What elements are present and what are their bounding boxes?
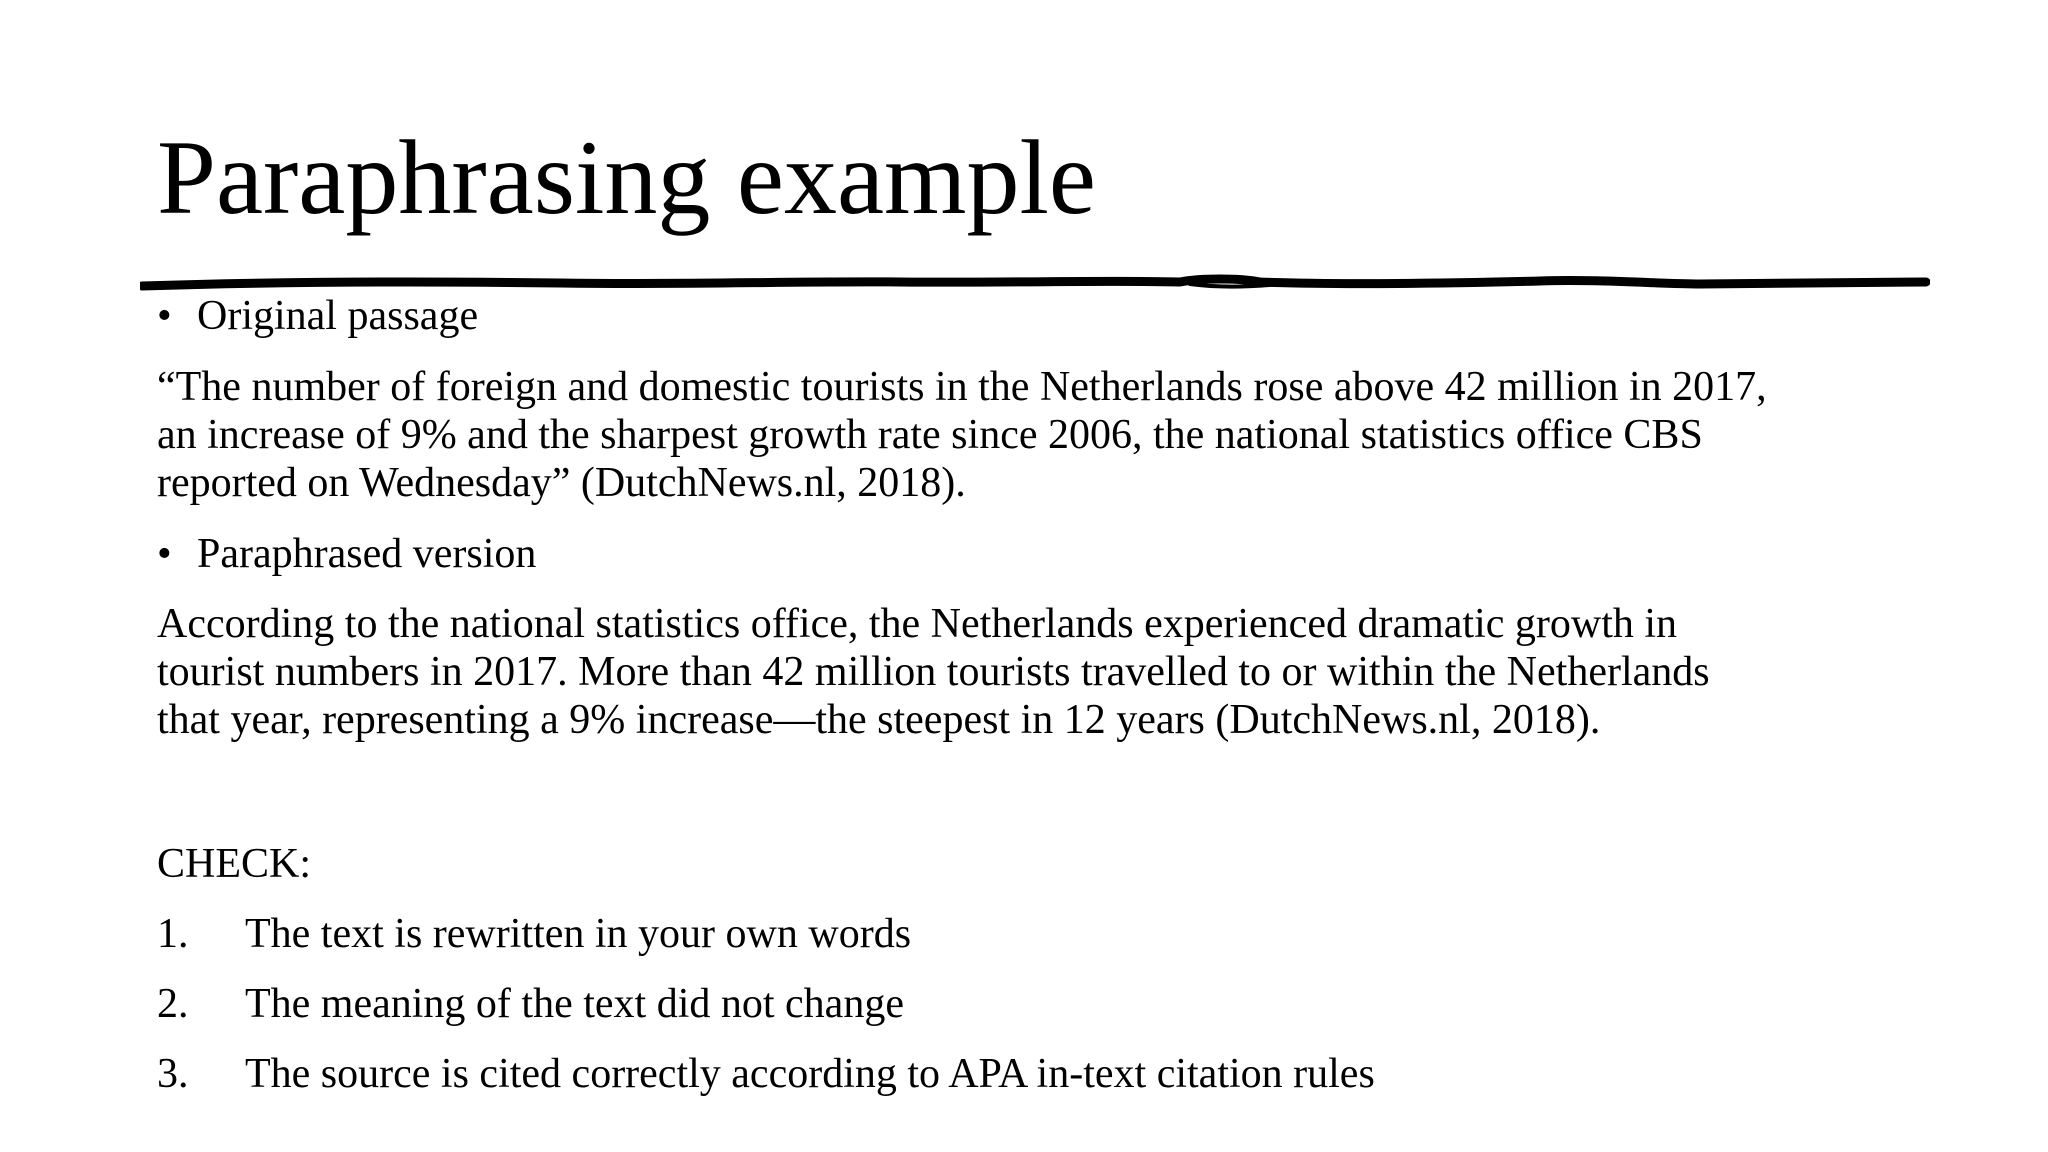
- check-item-text: The source is cited correctly according to APA in-text citation rules: [245, 1051, 1375, 1097]
- paraphrased-line: tourist numbers in 2017. More than 42 million tourists travelled to or within the Netherlands: [157, 649, 1710, 695]
- paraphrased-section: [157, 530, 1957, 578]
- original-line: “The number of foreign and domestic tourists in the Netherlands rose above 42 million in 2017,: [157, 364, 1767, 410]
- original-line: an increase of 9% and the sharpest growth rate since 2006, the national statistics office CBS: [157, 412, 1703, 458]
- check-item-number: 3.: [157, 1051, 189, 1097]
- original-passage: [157, 363, 1957, 507]
- check-item: [157, 980, 1957, 1028]
- check-item-text: The text is rewritten in your own words: [245, 911, 912, 957]
- paraphrased-bullet: [157, 530, 1957, 578]
- check-item: [157, 910, 1957, 958]
- check-item: [157, 1050, 1957, 1098]
- bullet-icon: •: [157, 293, 172, 339]
- original-bullet: [157, 292, 1957, 340]
- check-label: CHECK:: [157, 841, 312, 887]
- check-list: [157, 910, 1957, 1098]
- original-line: reported on Wednesday” (DutchNews.nl, 2018).: [157, 460, 966, 506]
- paraphrased-passage: [157, 600, 1957, 744]
- slide-title: Paraphrasing example: [157, 119, 1096, 236]
- original-section: [157, 292, 1957, 340]
- paraphrased-line: According to the national statistics office, the Netherlands experienced dramatic growth in: [157, 601, 1678, 647]
- check-item-number: 1.: [157, 911, 189, 957]
- check-item-text: The meaning of the text did not change: [245, 981, 904, 1027]
- paraphrased-line: that year, representing a 9% increase—the steepest in 12 years (DutchNews.nl, 2018).: [157, 697, 1601, 743]
- original-heading: Original passage: [197, 293, 479, 339]
- check-item-number: 2.: [157, 981, 189, 1027]
- paraphrased-heading: Paraphrased version: [197, 531, 537, 577]
- bullet-icon: •: [157, 531, 172, 577]
